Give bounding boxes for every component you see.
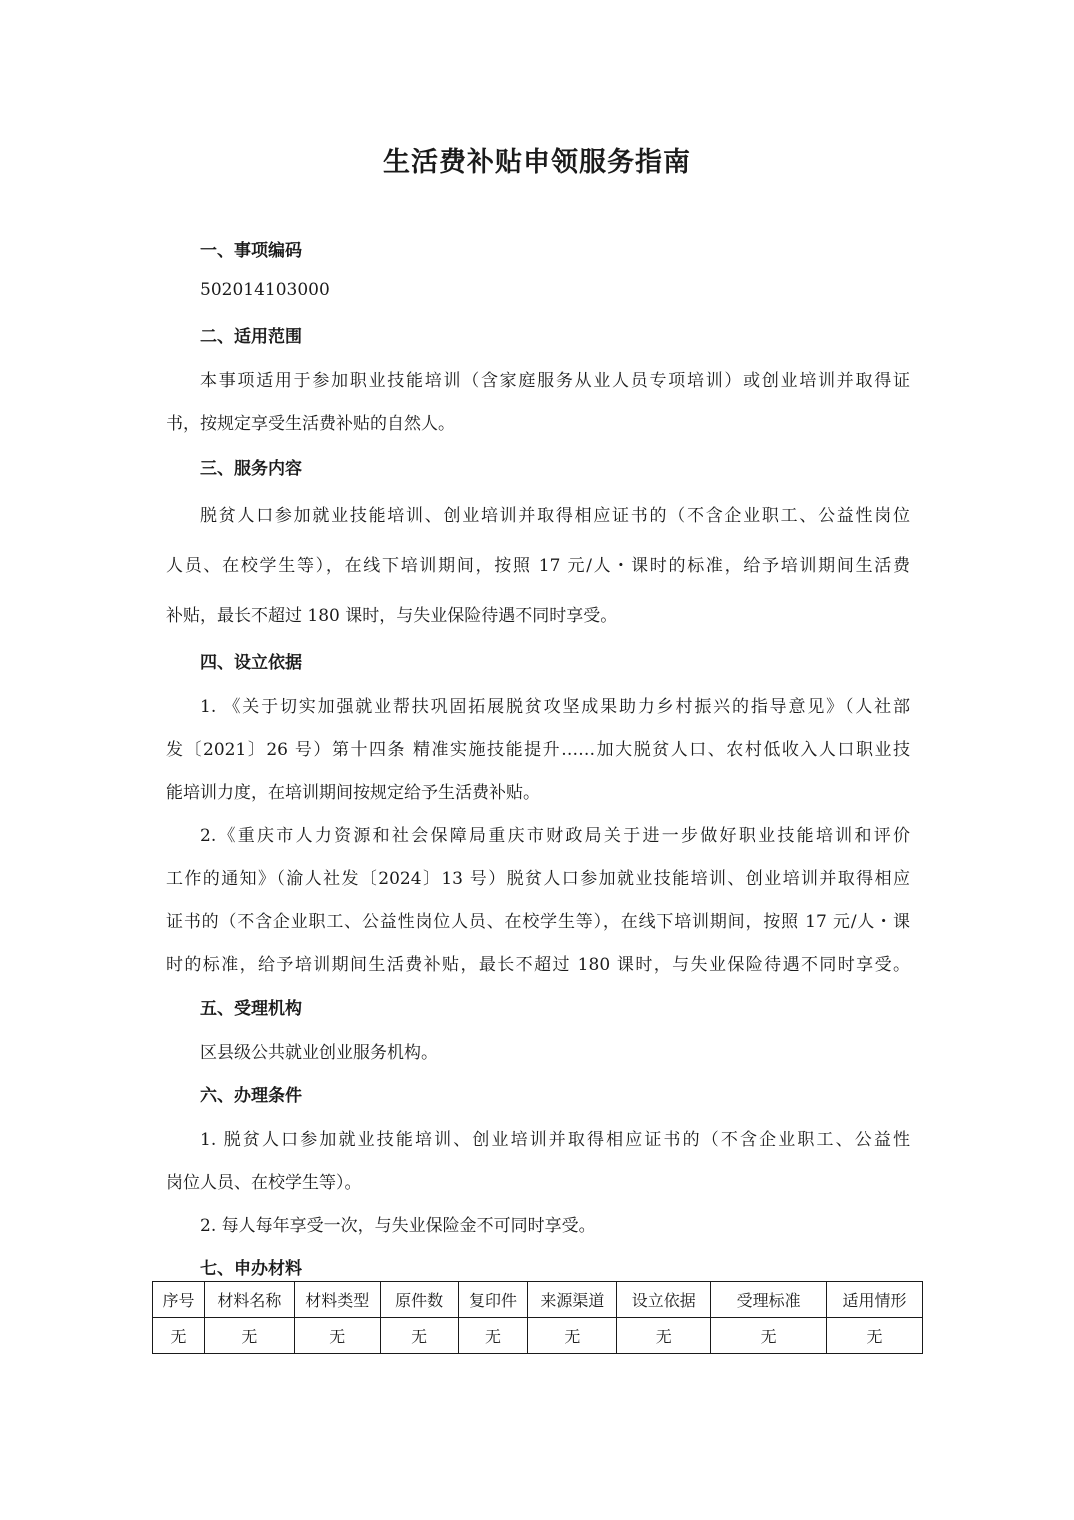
legal-basis-line: 证书的（不含企业职工、公益性岗位人员、在校学生等），在线下培训期间，按照 17 元/人・课 bbox=[166, 912, 910, 932]
service-content-line: 人员、在校学生等），在线下培训期间，按照 17 元/人・课时的标准，给予培训期间生活费 bbox=[166, 556, 910, 576]
materials-table bbox=[152, 1281, 923, 1354]
legal-basis-line: 工作的通知》（渝人社发〔2024〕13 号）脱贫人口参加就业技能培训、创业培训并取得相应 bbox=[166, 869, 910, 889]
condition-line: 2. 每人每年享受一次，与失业保险金不可同时享受。 bbox=[200, 1216, 596, 1236]
item-code-value: 502014103000 bbox=[200, 280, 330, 300]
legal-basis-line: 能培训力度，在培训期间按规定给予生活费补贴。 bbox=[166, 783, 540, 803]
legal-basis-line: 1. 《关于切实加强就业帮扶巩固拓展脱贫攻坚成果助力乡村振兴的指导意见》（人社部 bbox=[200, 697, 910, 717]
table-header-cell: 原件数 bbox=[380, 1282, 458, 1318]
section-heading-accepting-agency: 五、受理机构 bbox=[200, 999, 302, 1019]
table-cell: 无 bbox=[827, 1318, 923, 1354]
table-header-cell: 来源渠道 bbox=[528, 1282, 617, 1318]
table-cell: 无 bbox=[711, 1318, 827, 1354]
service-content-line: 补贴，最长不超过 180 课时，与失业保险待遇不同时享受。 bbox=[166, 606, 618, 626]
section-heading-service-content: 三、服务内容 bbox=[200, 459, 302, 479]
scope-text-line: 书，按规定享受生活费补贴的自然人。 bbox=[166, 414, 455, 434]
table-cell: 无 bbox=[380, 1318, 458, 1354]
table-header-cell: 材料类型 bbox=[294, 1282, 380, 1318]
table-header-cell: 适用情形 bbox=[827, 1282, 923, 1318]
table-cell: 无 bbox=[294, 1318, 380, 1354]
section-heading-item-code: 一、事项编码 bbox=[200, 241, 302, 261]
legal-basis-line: 发〔2021〕26 号）第十四条 精准实施技能提升……加大脱贫人口、农村低收入人口职业技 bbox=[166, 740, 910, 760]
table-cell: 无 bbox=[204, 1318, 294, 1354]
table-header-cell: 复印件 bbox=[458, 1282, 528, 1318]
table-header-cell: 序号 bbox=[153, 1282, 205, 1318]
table-header-cell: 受理标准 bbox=[711, 1282, 827, 1318]
document-title: 生活费补贴申领服务指南 bbox=[383, 147, 691, 178]
table-cell: 无 bbox=[617, 1318, 711, 1354]
section-heading-legal-basis: 四、设立依据 bbox=[200, 653, 302, 673]
table-cell: 无 bbox=[458, 1318, 528, 1354]
table-cell: 无 bbox=[528, 1318, 617, 1354]
table-header-row bbox=[153, 1282, 923, 1318]
section-heading-conditions: 六、办理条件 bbox=[200, 1086, 302, 1106]
section-heading-scope: 二、适用范围 bbox=[200, 327, 302, 347]
section-heading-materials: 七、申办材料 bbox=[200, 1259, 302, 1279]
table-header-cell: 材料名称 bbox=[204, 1282, 294, 1318]
table-header-cell: 设立依据 bbox=[617, 1282, 711, 1318]
table-row bbox=[153, 1318, 923, 1354]
accepting-agency-text: 区县级公共就业创业服务机构。 bbox=[200, 1043, 438, 1063]
condition-line: 1. 脱贫人口参加就业技能培训、创业培训并取得相应证书的（不含企业职工、公益性 bbox=[200, 1130, 910, 1150]
legal-basis-line: 2.《重庆市人力资源和社会保障局重庆市财政局关于进一步做好职业技能培训和评价 bbox=[200, 826, 910, 846]
condition-line: 岗位人员、在校学生等）。 bbox=[166, 1173, 362, 1193]
legal-basis-line: 时的标准，给予培训期间生活费补贴，最长不超过 180 课时，与失业保险待遇不同时享受。 bbox=[166, 955, 910, 975]
service-content-line: 脱贫人口参加就业技能培训、创业培训并取得相应证书的（不含企业职工、公益性岗位 bbox=[200, 506, 910, 526]
table-cell: 无 bbox=[153, 1318, 205, 1354]
scope-text-line: 本事项适用于参加职业技能培训（含家庭服务从业人员专项培训）或创业培训并取得证 bbox=[200, 371, 910, 391]
